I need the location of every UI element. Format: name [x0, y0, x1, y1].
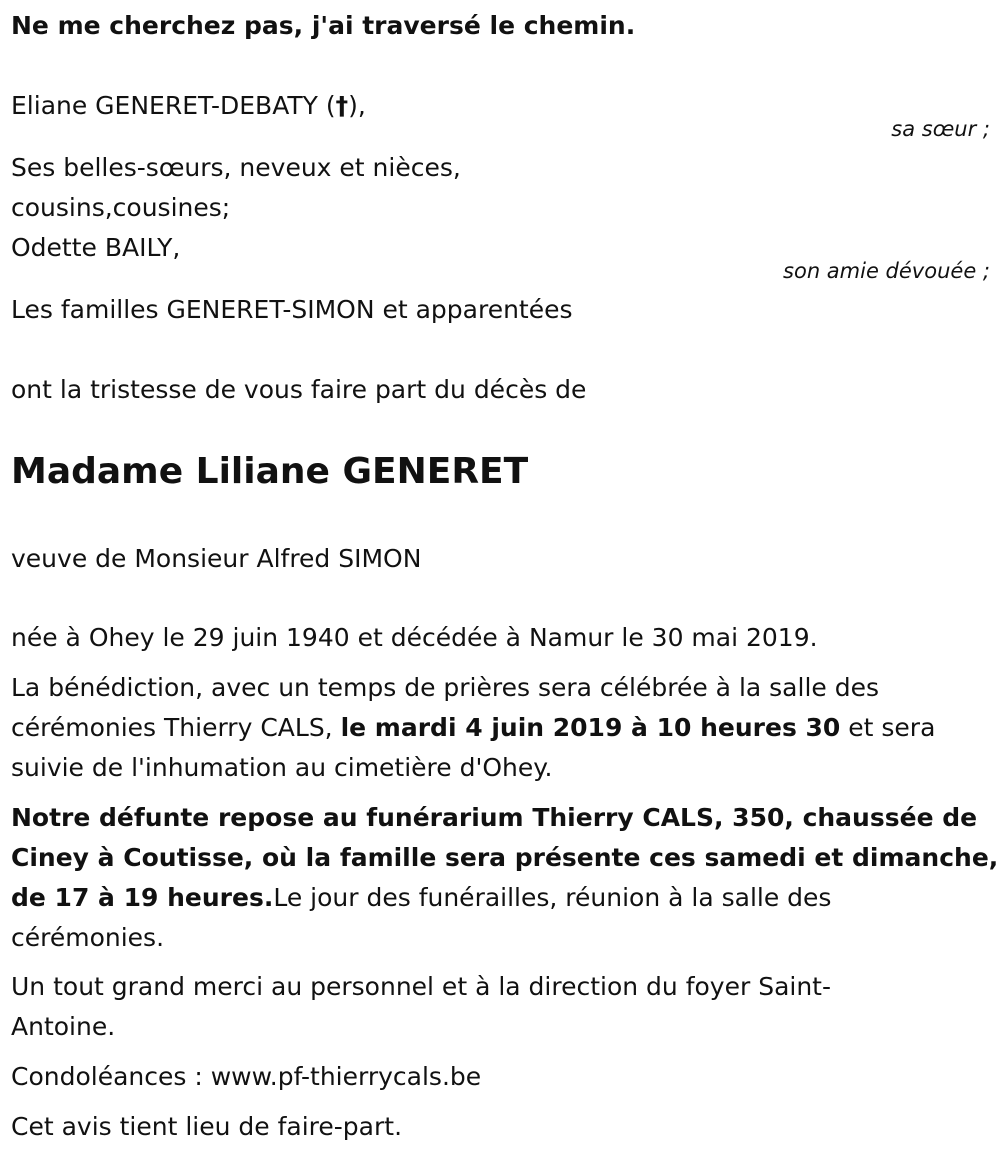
funerarium-line-2: Ciney à Coutisse, où la famille sera présente ces samedi et dimanche,	[11, 843, 999, 872]
thanks-line-1: Un tout grand merci au personnel et à la direction du foyer Saint-	[11, 972, 832, 1001]
ceremony-continuation: et sera	[840, 713, 936, 742]
widow-of: veuve de Monsieur Alfred SIMON	[11, 544, 422, 573]
friend-relation: son amie dévouée ;	[783, 259, 990, 283]
cross-icon: †	[335, 91, 349, 120]
thanks-line-2: Antoine.	[11, 1012, 116, 1041]
deceased-name: Madame Liliane GENERET	[11, 451, 529, 492]
condolences: Condoléances : www.pf-thierrycals.be	[11, 1062, 482, 1091]
sister-suffix: ),	[348, 91, 366, 120]
funerarium-line-3	[11, 878, 831, 918]
families-line: Les familles GENERET-SIMON et apparentées	[11, 295, 573, 324]
sister-name: Eliane GENERET-DEBATY (	[11, 91, 336, 120]
inlaws-line-1: Ses belles-sœurs, neveux et nièces,	[11, 153, 461, 182]
friend-name: Odette BAILY,	[11, 233, 181, 262]
funerarium-line-1: Notre défunte repose au funérarium Thierry CALS, 350, chaussée de	[11, 803, 978, 832]
ceremony-datetime: le mardi 4 juin 2019 à 10 heures 30	[340, 713, 841, 742]
sister-line	[11, 86, 366, 126]
epigraph: Ne me cherchez pas, j'ai traversé le chemin.	[11, 11, 636, 40]
closing-note: Cet avis tient lieu de faire-part.	[11, 1112, 403, 1141]
announcement: ont la tristesse de vous faire part du décès de	[11, 375, 587, 404]
inlaws-line-2: cousins,cousines;	[11, 193, 231, 222]
ceremony-place: cérémonies Thierry CALS,	[11, 713, 341, 742]
ceremony-line-1: La bénédiction, avec un temps de prières sera célébrée à la salle des	[11, 673, 879, 702]
ceremony-line-2	[11, 708, 935, 748]
ceremony-line-3: suivie de l'inhumation au cimetière d'Ohey.	[11, 753, 553, 782]
funerarium-line-4: cérémonies.	[11, 923, 165, 952]
funeral-day-note: Le jour des funérailles, réunion à la salle des	[273, 883, 832, 912]
visiting-hours: de 17 à 19 heures.	[11, 883, 274, 912]
sister-relation: sa sœur ;	[891, 117, 990, 141]
birth-death: née à Ohey le 29 juin 1940 et décédée à Namur le 30 mai 2019.	[11, 623, 818, 652]
